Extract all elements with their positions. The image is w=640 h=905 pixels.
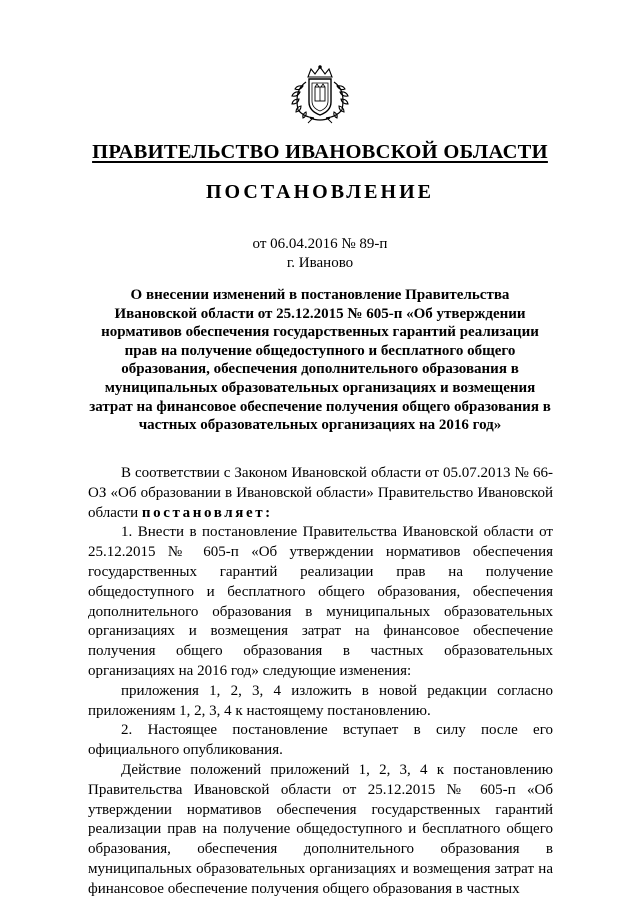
document-date-number: от 06.04.2016 № 89-п [252, 236, 388, 252]
document-type: ПОСТАНОВЛЕНИЕ [206, 181, 434, 203]
item-1-paragraph: 1. Внести в постановление Правительства Ивановской области от 25.12.2015 № 605-п «Об утверждении нормативов обеспечения государственных гарантий реализации прав на получение общедоступного и бесплатного общего образования, обеспечения дополнительного образования в муниципальных образовательных организациях и возмещения затрат на финансовое обеспечение получения общего образования в частных образовательных организациях на 2016 год» следующие изменения: [88, 524, 553, 679]
document-city: г. Иваново [286, 255, 354, 271]
document-date-block [0, 235, 640, 273]
item-2-paragraph: 2. Настоящее постановление вступает в силу после его официального опубликования. [88, 722, 553, 759]
government-title: ПРАВИТЕЛЬСТВО ИВАНОВСКОЙ ОБЛАСТИ [92, 141, 548, 163]
item-3-paragraph: Действие положений приложений 1, 2, 3, 4 к постановлению Правительства Ивановской области от 25.12.2015 № 605-п «Об утверждении нормативов обеспечения государственных гарантий реализации прав на получение общедоступного и бесплатного общего образования, обеспечения дополнительного образования в муниципальных образовательных организациях и возмещения затрат на финансовое обеспечение получения общего образования в частных [88, 761, 553, 897]
item-1-sub-paragraph: приложения 1, 2, 3, 4 изложить в новой редакции согласно приложениям 1, 2, 3, 4 к настоящему постановлению. [88, 682, 553, 719]
coat-of-arms-icon [284, 64, 356, 124]
document-heading: О внесении изменений в постановление Правительства Ивановской области от 25.12.2015 № 605-п «Об утверждении нормативов обеспечения государственных гарантий реализации прав на получение общедоступного и бесплатного общего образования, обеспечения дополнительного образования в муниципальных образовательных организациях и возмещения затрат на финансовое обеспечение получения общего образования в частных образовательных организациях на 2016 год» [89, 287, 551, 434]
preamble-text: В соответствии с Законом Ивановской области от 05.07.2013 № 66-ОЗ «Об образовании в Ивановской области» Правительство Ивановской области [88, 465, 553, 521]
preamble-paragraph [88, 464, 553, 523]
resolves-word: постановляет: [141, 504, 273, 521]
document-body [88, 464, 553, 900]
